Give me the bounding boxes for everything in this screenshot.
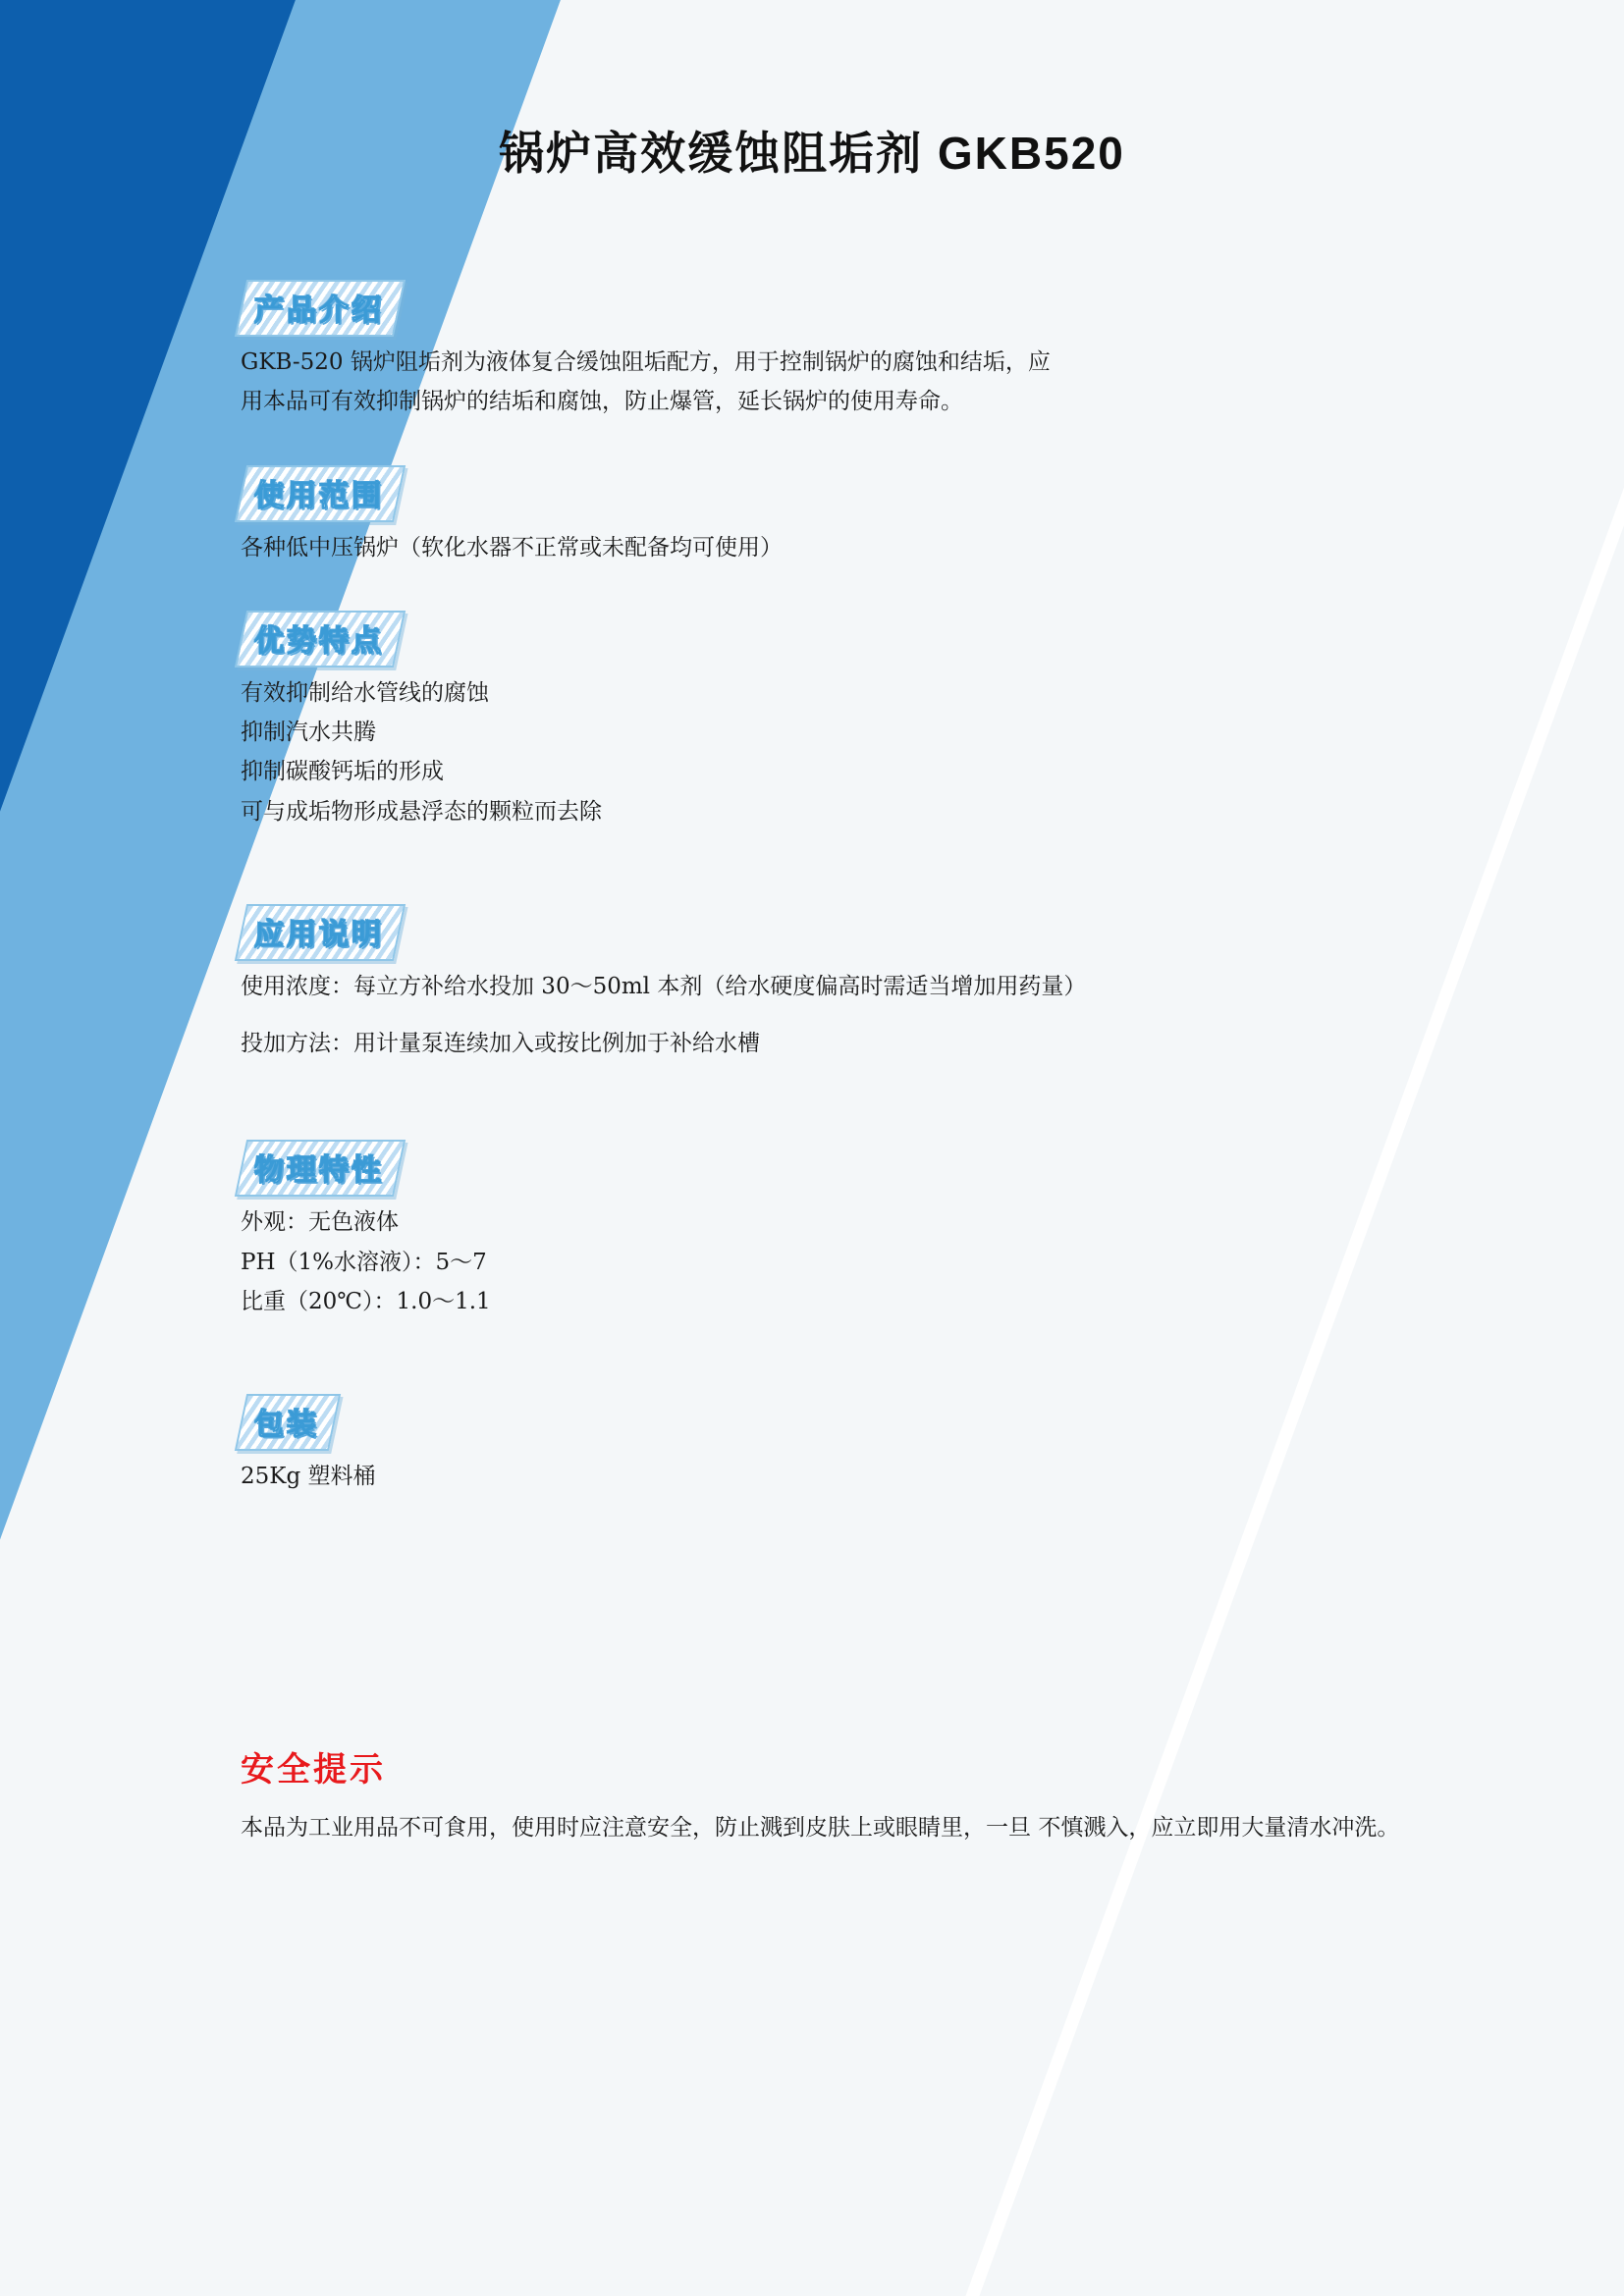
section-physical-properties — [241, 1140, 1448, 1321]
body-line: 可与成垢物形成悬浮态的颗粒而去除 — [241, 798, 602, 825]
section-body — [241, 528, 1448, 567]
page-title: 锅炉高效缓蚀阻垢剂 GKB520 — [499, 128, 1125, 179]
section-heading-badge — [241, 465, 400, 522]
section-application — [241, 904, 1448, 1064]
section-heading-text: 包装 — [254, 1409, 319, 1441]
safety-notice-title: 安全提示 — [241, 1750, 386, 1789]
section-heading-text: 产品介绍 — [254, 294, 384, 327]
section-body — [241, 967, 1448, 1064]
sections-container — [241, 280, 1448, 1510]
section-heading-badge — [241, 1394, 335, 1451]
section-heading-text: 优势特点 — [254, 624, 384, 658]
body-line: PH（1%水溶液）：5～7 — [241, 1249, 487, 1275]
body-line: 投加方法：用计量泵连续加入或按比例加于补给水槽 — [241, 1031, 760, 1056]
section-heading-badge — [241, 904, 400, 961]
section-body — [241, 343, 1409, 422]
body-line: 不慎溅入，应立即用大量清水冲洗。 — [1038, 1815, 1400, 1841]
section-body — [241, 1202, 1448, 1321]
section-packaging — [241, 1394, 1448, 1496]
body-line: 用本品可有效抑制锅炉的结垢和腐蚀，防止爆管，延长锅炉的使用寿命。 — [241, 389, 963, 415]
spacer — [241, 436, 1448, 465]
spacer — [241, 845, 1448, 875]
spacer — [241, 875, 1448, 904]
spacer — [241, 581, 1448, 611]
section-advantages — [241, 611, 1448, 831]
body-line: 抑制碳酸钙垢的形成 — [241, 759, 444, 785]
safety-notice — [241, 1742, 1419, 1847]
spacer — [241, 1335, 1448, 1364]
section-heading-badge — [241, 611, 400, 667]
section-heading-text: 使用范围 — [254, 479, 384, 512]
section-heading-badge — [241, 1140, 400, 1197]
section-heading-badge — [241, 280, 400, 337]
spacer — [241, 1110, 1448, 1140]
section-body — [241, 1457, 1448, 1496]
body-line: 各种低中压锅炉（软化水器不正常或未配备均可使用） — [241, 534, 783, 561]
section-usage-scope — [241, 465, 1448, 567]
safety-notice-body — [241, 1808, 1404, 1847]
section-product-intro — [241, 280, 1448, 422]
section-heading-text: 物理特性 — [254, 1154, 384, 1188]
section-body — [241, 673, 1448, 831]
section-heading-text: 应用说明 — [254, 918, 384, 951]
body-line: 25Kg 塑料桶 — [241, 1464, 376, 1489]
body-line: 有效抑制给水管线的腐蚀 — [241, 679, 489, 706]
spacer — [241, 1364, 1448, 1394]
body-line: GKB-520 锅炉阻垢剂为液体复合缓蚀阻垢配方，用于控制锅炉的腐蚀和结垢，应 — [241, 349, 1051, 375]
body-line: 本品为工业用品不可食用，使用时应注意安全，防止溅到皮肤上或眼睛里，一旦 — [241, 1815, 1031, 1841]
body-line: 比重（20℃）：1.0～1.1 — [241, 1288, 491, 1314]
body-line: 使用浓度：每立方补给水投加 30～50ml 本剂（给水硬度偏高时需适当增加用药量） — [241, 973, 1087, 999]
body-line: 外观：无色液体 — [241, 1209, 399, 1236]
body-line: 抑制汽水共腾 — [241, 720, 376, 745]
spacer — [241, 1081, 1448, 1110]
